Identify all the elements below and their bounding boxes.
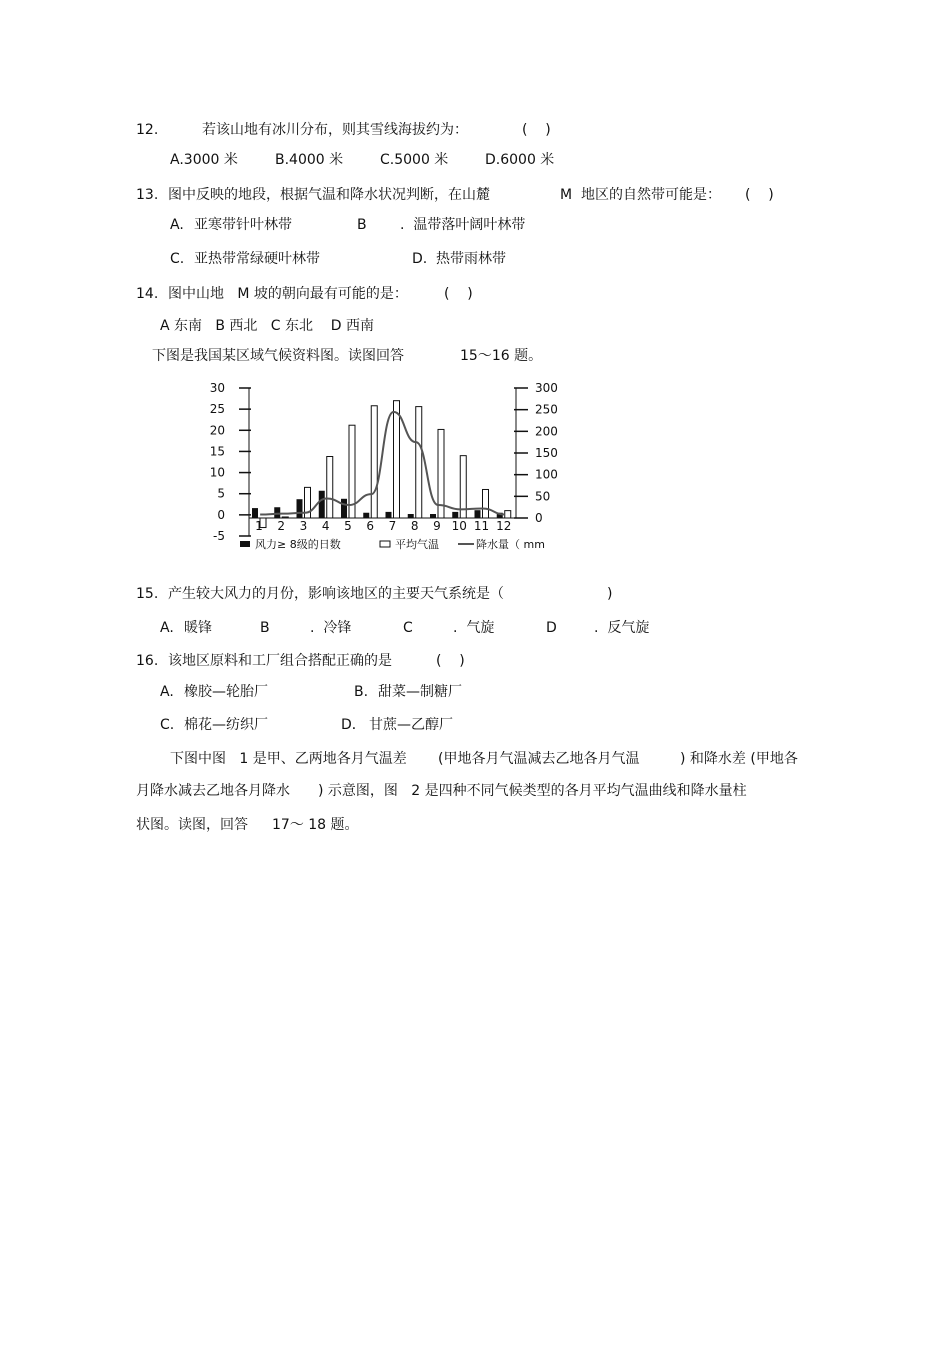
q16-paren: ( ) xyxy=(436,653,465,669)
q15-close-paren: ) xyxy=(607,586,613,602)
right-tick-label: 100 xyxy=(535,467,558,482)
intro-15-16-range: 15～16 题。 xyxy=(460,348,543,364)
q13-text-b: M 地区的自然带可能是： xyxy=(560,187,721,203)
q13-number: 13. xyxy=(136,187,159,203)
q13-paren: ( ) xyxy=(745,187,774,203)
month-label: 2 xyxy=(277,519,286,533)
intro-17-18-line1-a: 下图中图 1 是甲、乙两地各月气温差 xyxy=(170,751,407,767)
q16-option-b-text: 甜菜—制糖厂 xyxy=(378,684,462,700)
intro-17-18-line1-c: ) 和降水差 (甲地各 xyxy=(680,751,798,767)
month-label: 12 xyxy=(496,519,512,533)
intro-17-18-line2-a: 月降水减去乙地各月降水 xyxy=(136,783,290,799)
q12-paren: ( ) xyxy=(522,122,551,138)
intro-15-16-text: 下图是我国某区域气候资料图。读图回答 xyxy=(152,348,404,364)
q15-number: 15. xyxy=(136,586,159,602)
wind-days-bar xyxy=(341,499,347,518)
left-tick-label: 30 xyxy=(209,381,225,395)
wind-days-bar xyxy=(408,514,414,518)
q13-option-c-letter: C. xyxy=(170,251,185,267)
right-tick-label: 250 xyxy=(535,402,558,417)
q12-option-b: B.4000 米 xyxy=(275,152,344,168)
month-label: 4 xyxy=(321,519,330,533)
q13-option-b-letter: B xyxy=(357,217,367,233)
q12-option-d: D.6000 米 xyxy=(485,152,555,168)
q16-option-d-letter: D． xyxy=(341,717,366,733)
wind-days-bar xyxy=(252,508,258,518)
month-label: 7 xyxy=(388,519,397,533)
legend-temp-swatch xyxy=(380,541,390,547)
q12-number: 12. xyxy=(136,122,159,138)
q15-option-d-text: . 反气旋 xyxy=(594,620,650,636)
q16-option-d-text: 甘蔗—乙醇厂 xyxy=(369,717,453,733)
q16-number: 16. xyxy=(136,653,159,669)
avg-temp-bar xyxy=(394,401,400,518)
legend-wind-swatch xyxy=(240,541,250,547)
q16-option-a-letter: A. xyxy=(160,684,174,700)
q16-text: 该地区原料和工厂组合搭配正确的是 xyxy=(168,653,392,669)
wind-days-bar xyxy=(297,499,303,518)
avg-temp-bar xyxy=(416,407,422,518)
right-tick-label: 200 xyxy=(535,424,558,439)
left-tick-label: 25 xyxy=(209,402,225,417)
left-tick-label: 10 xyxy=(209,465,225,480)
left-tick-label: 0 xyxy=(217,507,225,522)
q15-option-b-text: . 冷锋 xyxy=(310,620,352,636)
q15-option-c-letter: C xyxy=(403,620,413,636)
q14-paren: ( ) xyxy=(444,286,473,302)
avg-temp-bar xyxy=(483,489,489,518)
month-label: 3 xyxy=(299,519,308,533)
q15-option-c-text: . 气旋 xyxy=(453,620,495,636)
legend-temp-label: 平均气温 xyxy=(395,538,439,551)
wind-days-bar xyxy=(386,512,392,518)
q12-option-a: A.3000 米 xyxy=(170,152,238,168)
q13-option-c-text: 亚热带常绿硬叶林带 xyxy=(194,251,320,267)
avg-temp-bar xyxy=(282,517,288,518)
month-label: 6 xyxy=(366,519,375,533)
wind-days-bar xyxy=(274,507,280,518)
left-tick-label: 5 xyxy=(217,486,225,501)
left-tick-label: 20 xyxy=(209,423,225,438)
right-tick-label: 300 xyxy=(535,381,558,395)
q14-number: 14. xyxy=(136,286,159,302)
q16-option-c-text: 棉花—纺织厂 xyxy=(184,717,268,733)
month-label: 9 xyxy=(433,519,441,533)
q13-option-d-text: 热带雨林带 xyxy=(436,251,506,267)
q13-option-a-text: 亚寒带针叶林带 xyxy=(194,217,292,233)
q15-option-a-letter: A. xyxy=(160,620,174,636)
month-label: 10 xyxy=(451,519,467,533)
wind-days-bar xyxy=(319,491,325,518)
intro-17-18-line3-b: 17～ 18 题。 xyxy=(272,817,359,833)
precipitation-line xyxy=(260,412,505,515)
q14-text: 图中山地 M 坡的朝向最有可能的是： xyxy=(168,286,408,302)
q15-option-b-letter: B xyxy=(260,620,270,636)
q12-text: 若该山地有冰川分布，则其雪线海拔约为： xyxy=(202,122,468,138)
q13-option-d-letter: D. xyxy=(412,251,428,267)
avg-temp-bar xyxy=(505,511,511,518)
q13-option-b-text: . 温带落叶阔叶林带 xyxy=(400,217,526,233)
intro-17-18-line2-b: ) 示意图，图 2 是四种不同气候类型的各月平均气温曲线和降水量柱 xyxy=(318,783,747,799)
avg-temp-bar xyxy=(327,457,333,518)
month-label: 8 xyxy=(410,519,419,533)
q13-text-a: 图中反映的地段，根据气温和降水状况判断，在山麓 xyxy=(168,187,490,203)
intro-17-18-line3-a: 状图。读图，回答 xyxy=(136,817,248,833)
q16-option-a-text: 橡胶—轮胎厂 xyxy=(184,684,268,700)
q12-option-c: C.5000 米 xyxy=(380,152,449,168)
wind-days-bar xyxy=(452,512,458,518)
left-tick-label: 15 xyxy=(209,444,225,459)
q14-options: A 东南 B 西北 C 东北 D 西南 xyxy=(160,318,375,334)
right-tick-label: 50 xyxy=(535,489,551,504)
month-label: 1 xyxy=(255,519,263,533)
right-tick-label: 150 xyxy=(535,446,558,460)
intro-17-18-line1-b: (甲地各月气温减去乙地各月气温 xyxy=(438,751,640,767)
q15-option-d-letter: D xyxy=(546,620,557,636)
wind-days-bar xyxy=(363,513,369,518)
legend-rain-label: 降水量（ mm xyxy=(476,538,545,551)
q16-option-c-letter: C. xyxy=(160,717,175,733)
wind-days-bar xyxy=(430,514,436,518)
avg-temp-bar xyxy=(371,406,377,518)
month-label: 11 xyxy=(473,519,490,533)
q13-option-a-letter: A. xyxy=(170,217,184,233)
left-tick-label: -5 xyxy=(213,529,225,543)
climate-chart xyxy=(200,378,560,558)
q15-text: 产生较大风力的月份，影响该地区的主要天气系统是（ xyxy=(168,586,504,602)
month-label: 5 xyxy=(344,519,352,533)
right-tick-label: 0 xyxy=(535,511,543,525)
q16-option-b-letter: B. xyxy=(354,684,369,700)
legend-wind-label: 风力≥ 8级的日数 xyxy=(255,538,341,551)
wind-days-bar xyxy=(475,510,481,518)
q15-option-a-text: 暖锋 xyxy=(184,620,212,636)
